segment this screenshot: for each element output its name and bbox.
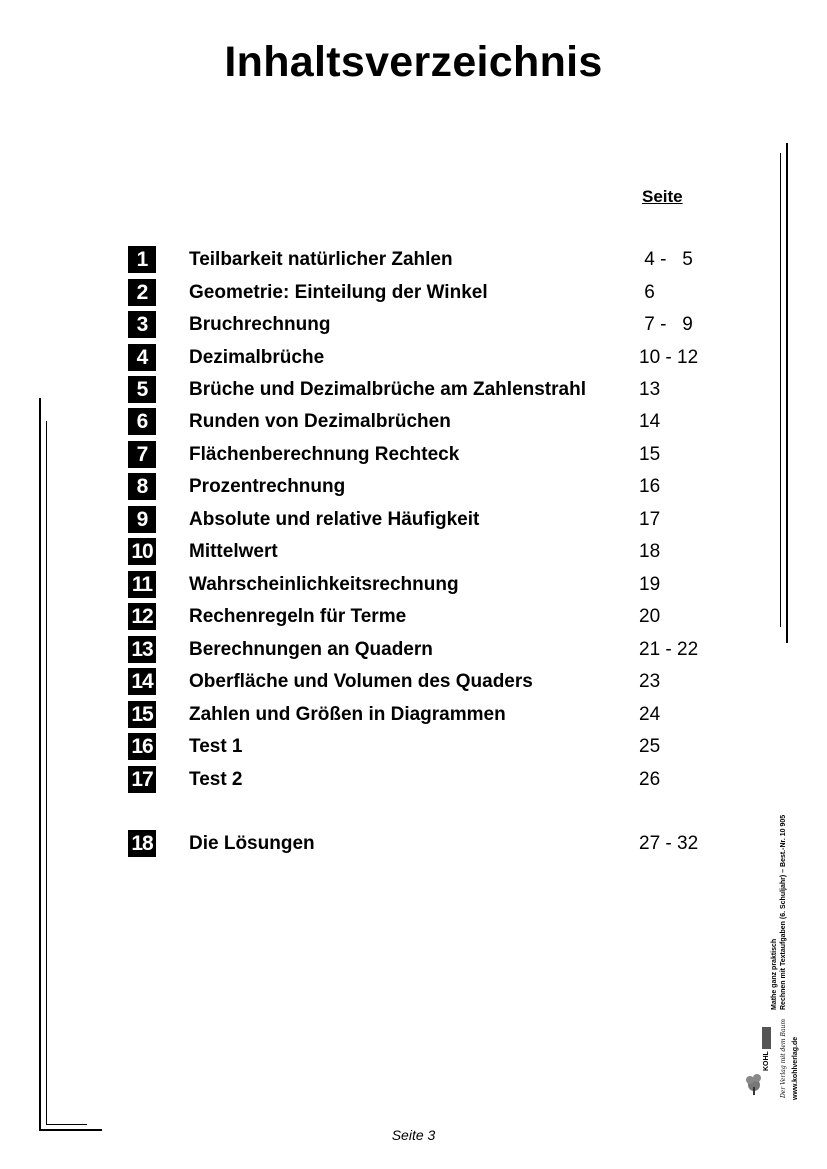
chapter-title: Rechenregeln für Terme xyxy=(189,606,407,627)
chapter-title: Die Lösungen xyxy=(189,833,315,854)
toc-entry[interactable] xyxy=(0,766,827,796)
chapter-title: Geometrie: Einteilung der Winkel xyxy=(189,282,488,303)
chapter-title: Zahlen und Größen in Diagrammen xyxy=(189,704,506,725)
publisher-slogan: Der Verlag mit dem Baum xyxy=(780,1018,787,1098)
chapter-title: Bruchrechnung xyxy=(189,314,331,335)
toc-entry[interactable] xyxy=(0,506,827,536)
logo-wordmark: KOHL xyxy=(763,1051,770,1071)
toc-entry[interactable] xyxy=(0,668,827,698)
chapter-title: Teilbarkeit natürlicher Zahlen xyxy=(189,249,453,270)
page-column-header: Seite xyxy=(642,187,683,206)
toc-entry[interactable] xyxy=(0,311,827,341)
chapter-page: 27 - 32 xyxy=(639,833,699,854)
frame-line-right-outer xyxy=(786,143,788,643)
frame-line-left-outer xyxy=(39,398,41,1130)
chapter-number: 12 xyxy=(128,603,156,630)
toc-entry[interactable] xyxy=(0,571,827,601)
chapter-page: 25 xyxy=(639,736,661,757)
chapter-number: 7 xyxy=(128,441,156,468)
toc-entry[interactable] xyxy=(0,279,827,309)
chapter-number: 4 xyxy=(128,344,156,371)
book-title: Rechnen mit Textaufgaben (6. Schuljahr) – Best.-Nr. 10 905 xyxy=(780,814,787,1010)
chapter-title: Absolute und relative Häufigkeit xyxy=(189,509,480,530)
frame-line-left-inner xyxy=(46,421,47,1125)
chapter-number: 17 xyxy=(128,766,156,793)
frame-line-bottom-inner xyxy=(46,1124,87,1125)
chapter-page: 24 xyxy=(639,704,661,725)
toc-entry[interactable] xyxy=(0,344,827,374)
chapter-number: 9 xyxy=(128,506,156,533)
chapter-page: 13 xyxy=(639,379,661,400)
chapter-number: 18 xyxy=(128,830,156,857)
chapter-page: 16 xyxy=(639,476,661,497)
chapter-number: 6 xyxy=(128,408,156,435)
toc-entry[interactable] xyxy=(0,376,827,406)
chapter-title: Runden von Dezimalbrüchen xyxy=(189,411,451,432)
chapter-page: 14 xyxy=(639,411,661,432)
chapter-title: Brüche und Dezimalbrüche am Zahlenstrahl xyxy=(189,379,586,400)
chapter-number: 8 xyxy=(128,473,156,500)
toc-entry[interactable] xyxy=(0,408,827,438)
chapter-title: Test 2 xyxy=(189,769,243,790)
kohl-tree-logo xyxy=(745,1025,775,1097)
page-title: Inhaltsverzeichnis xyxy=(224,38,603,86)
toc-entry[interactable] xyxy=(0,441,827,471)
frame-line-right-inner xyxy=(780,153,781,627)
toc-entry[interactable] xyxy=(0,603,827,633)
chapter-number: 11 xyxy=(128,571,156,598)
chapter-title: Wahrscheinlichkeitsrechnung xyxy=(189,574,459,595)
chapter-number: 13 xyxy=(128,636,156,663)
chapter-number: 5 xyxy=(128,376,156,403)
chapter-number: 3 xyxy=(128,311,156,338)
chapter-page: 10 - 12 xyxy=(639,347,699,368)
chapter-number: 10 xyxy=(128,538,156,565)
chapter-number: 15 xyxy=(128,701,156,728)
toc-entry[interactable] xyxy=(0,701,827,731)
publisher-url: www.kohlverlag.de xyxy=(792,1036,799,1100)
publisher-info xyxy=(770,815,788,1010)
chapter-title: Prozentrechnung xyxy=(189,476,346,497)
chapter-title: Mittelwert xyxy=(189,541,278,562)
page-number: Seite 3 xyxy=(391,1127,436,1143)
chapter-title: Berechnungen an Quadern xyxy=(189,639,433,660)
chapter-page: 20 xyxy=(639,606,661,627)
chapter-page: 19 xyxy=(639,574,661,595)
chapter-title: Oberfläche und Volumen des Quaders xyxy=(189,671,533,692)
chapter-page: 17 xyxy=(639,509,661,530)
chapter-title: Test 1 xyxy=(189,736,243,757)
toc-entry[interactable] xyxy=(0,473,827,503)
chapter-number: 2 xyxy=(128,279,156,306)
chapter-title: Dezimalbrüche xyxy=(189,347,325,368)
chapter-page: 23 xyxy=(639,671,661,692)
series-title: Mathe ganz praktisch xyxy=(771,938,778,1010)
chapter-number: 16 xyxy=(128,733,156,760)
chapter-number: 1 xyxy=(128,246,156,273)
chapter-page: 26 xyxy=(639,769,661,790)
toc-entry[interactable] xyxy=(0,246,827,276)
toc-entry[interactable] xyxy=(0,733,827,763)
chapter-page: 7 - 9 xyxy=(639,314,693,335)
chapter-page: 4 - 5 xyxy=(639,249,693,270)
chapter-page: 18 xyxy=(639,541,661,562)
chapter-title: Flächenberechnung Rechteck xyxy=(189,444,460,465)
chapter-number: 14 xyxy=(128,668,156,695)
chapter-page: 21 - 22 xyxy=(639,639,699,660)
toc-entry[interactable] xyxy=(0,830,827,860)
toc-entry[interactable] xyxy=(0,538,827,568)
chapter-page: 6 xyxy=(639,282,655,303)
chapter-page: 15 xyxy=(639,444,661,465)
toc-entry[interactable] xyxy=(0,636,827,666)
